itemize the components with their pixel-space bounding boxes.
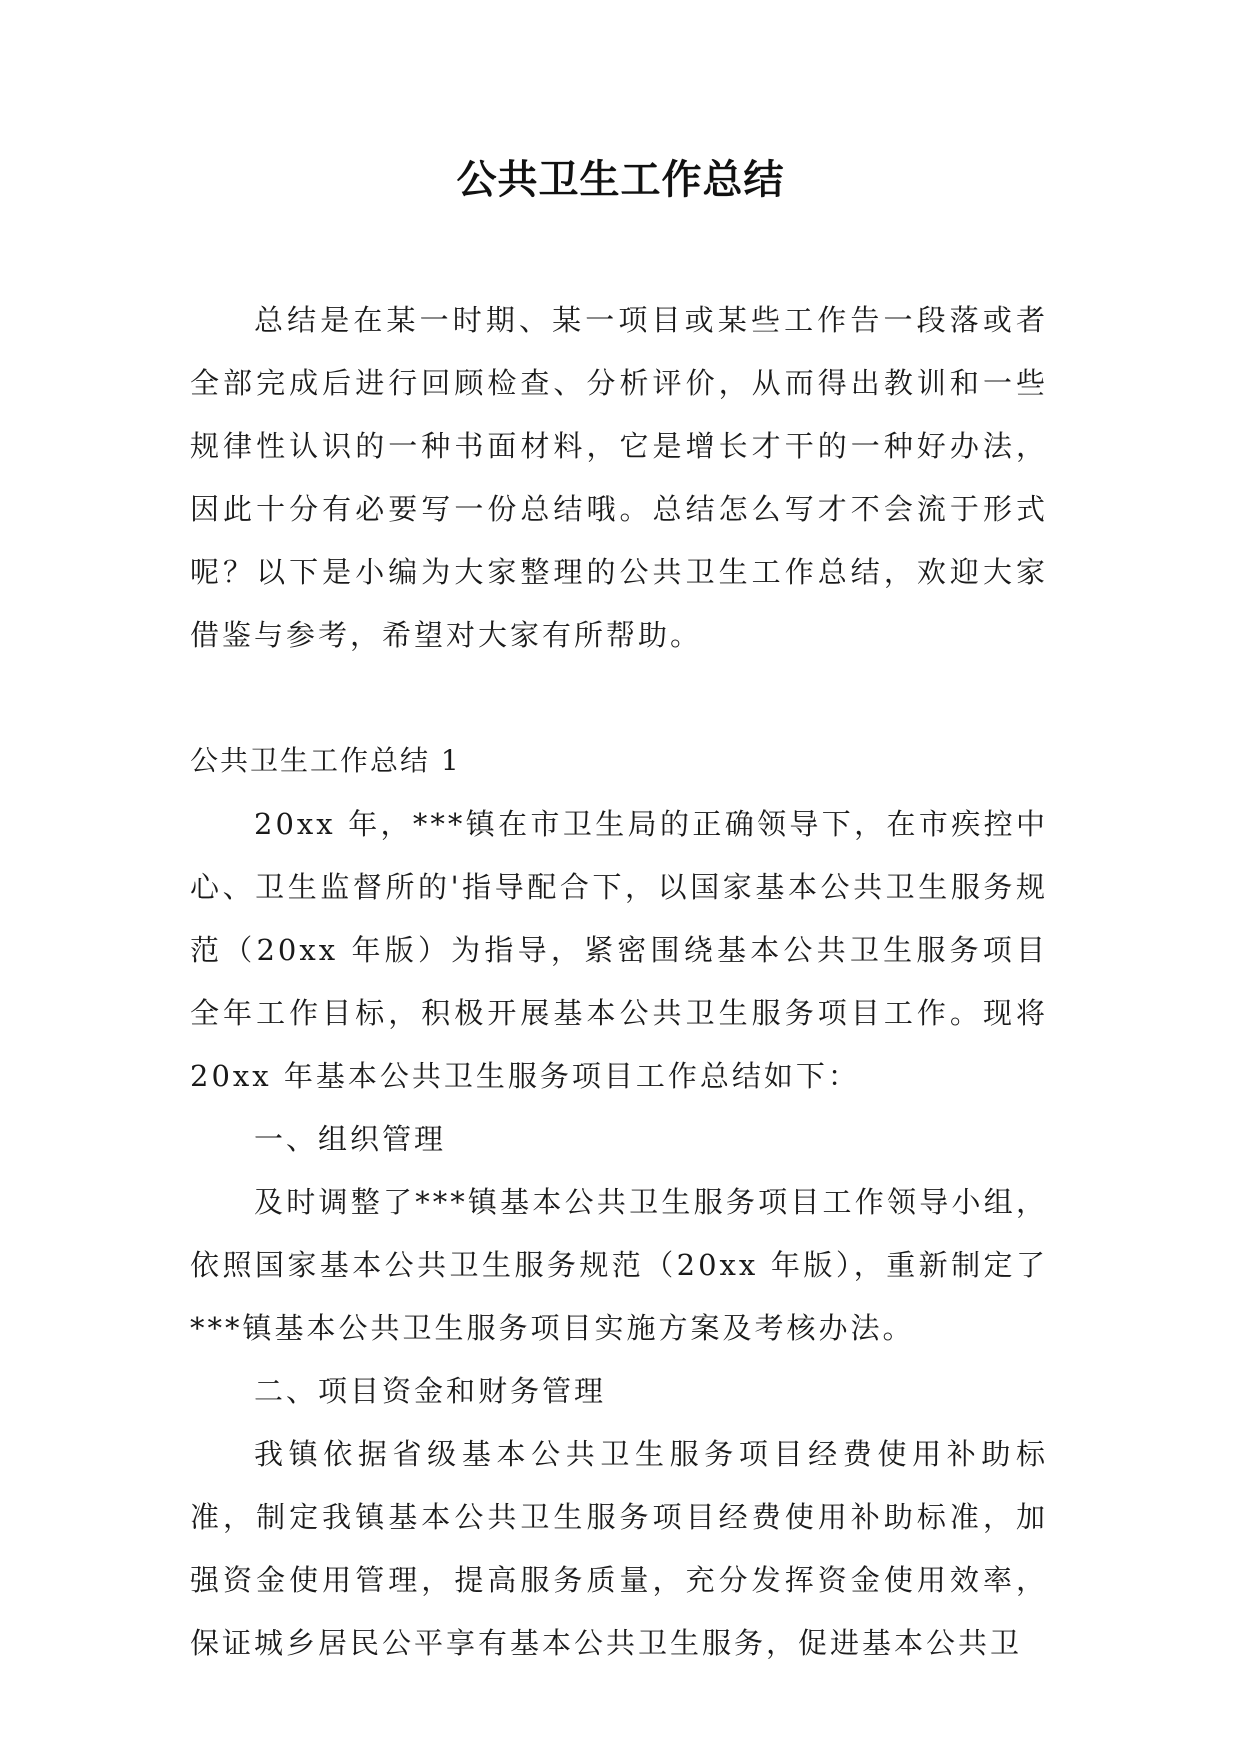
heading-organization-management: 一、组织管理 [254,1122,447,1156]
paragraph-funds-finance-management: 我镇依据省级基本公共卫生服务项目经费使用补助标准，制定我镇基本公共卫生服务项目经费使用补助标准，加强资金使用管理，提高服务质量，充分发挥资金使用效率，保证城乡居民公平享有基本公共卫生服务，促进基本公共卫 [190,1437,1048,1660]
paragraph-overview: 20xx 年，***镇在市卫生局的正确领导下，在市疾控中心、卫生监督所的'指导配合下，以国家基本公共卫生服务规范（20xx 年版）为指导，紧密围绕基本公共卫生服务项目全年工作目标，积极开展基本公共卫生服务项目工作。现将 20xx 年基本公共卫生服务项目工作总结如下： [190,807,1048,1093]
document-title: 公共卫生工作总结 [456,157,785,203]
document-body [190,289,1048,1675]
paragraph-organization-management: 及时调整了***镇基本公共卫生服务项目工作领导小组，依照国家基本公共卫生服务规范（20xx 年版），重新制定了***镇基本公共卫生服务项目实施方案及考核办法。 [190,1185,1048,1345]
section-title: 公共卫生工作总结 1 [190,744,461,777]
heading-funds-finance-management: 二、项目资金和财务管理 [254,1374,607,1408]
intro-paragraph: 总结是在某一时期、某一项目或某些工作告一段落或者全部完成后进行回顾检查、分析评价，从而得出教训和一些规律性认识的一种书面材料，它是增长才干的一种好办法，因此十分有必要写一份总结哦。总结怎么写才不会流于形式呢？以下是小编为大家整理的公共卫生工作总结，欢迎大家借鉴与参考，希望对大家有所帮助。 [190,303,1048,652]
